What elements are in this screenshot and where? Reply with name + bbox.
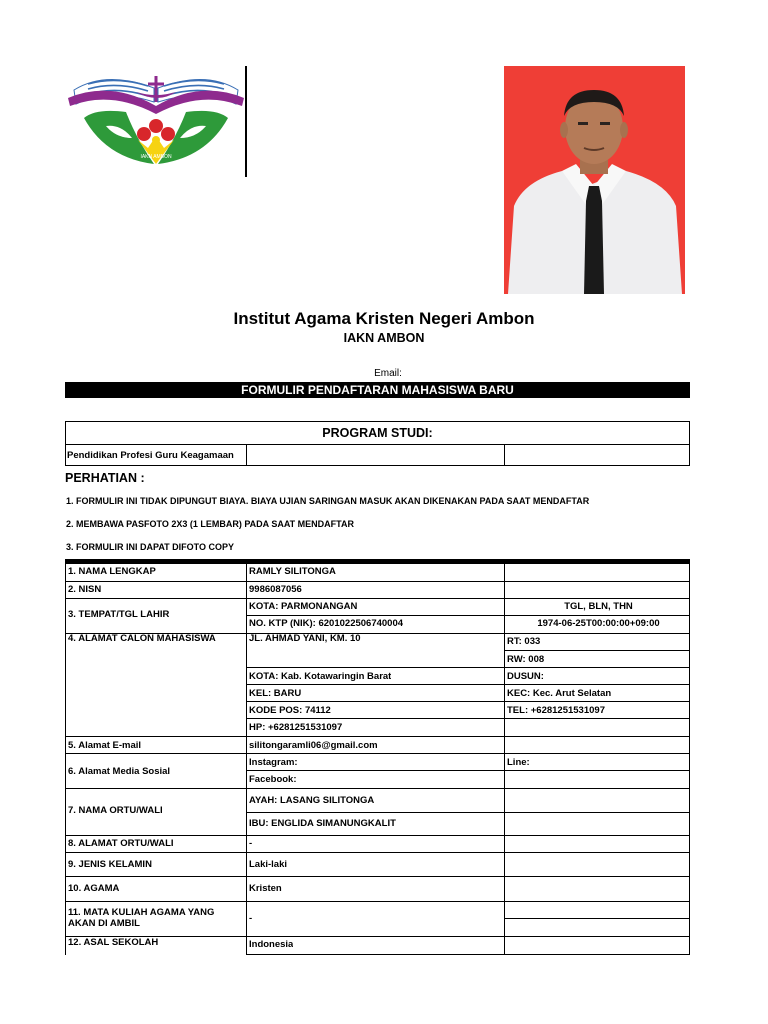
facebook-value: Facebook: bbox=[249, 774, 297, 785]
row-line bbox=[504, 650, 690, 651]
email-label: Email: bbox=[374, 368, 402, 379]
row-line bbox=[246, 667, 690, 668]
agama-value: Kristen bbox=[249, 883, 282, 894]
institution-logo bbox=[66, 68, 246, 176]
row-line bbox=[65, 852, 690, 853]
alamat-ortu-label: 8. ALAMAT ORTU/WALI bbox=[68, 838, 174, 849]
nama-label: 1. NAMA LENGKAP bbox=[68, 566, 156, 577]
rt-value: RT: 033 bbox=[507, 636, 541, 647]
kec-value: KEC: Kec. Arut Selatan bbox=[507, 688, 612, 699]
notice-item: 2. MEMBAWA PASFOTO 2X3 (1 LEMBAR) PADA SAAT MENDAFTAR bbox=[66, 519, 355, 529]
matkul-label: 11. MATA KULIAH AGAMA YANG bbox=[68, 907, 215, 918]
row-line bbox=[65, 753, 690, 754]
program-studi-value: Pendidikan Profesi Guru Keagamaan bbox=[65, 444, 247, 466]
institution-name: Institut Agama Kristen Negeri Ambon bbox=[233, 309, 535, 328]
logo-divider bbox=[245, 66, 247, 177]
matkul-label-line-2: AKAN DI AMBIL bbox=[68, 918, 140, 929]
program-studi-empty-cell bbox=[246, 444, 505, 466]
kodepos-value: KODE POS: 74112 bbox=[249, 705, 331, 716]
applicant-photo bbox=[504, 66, 685, 294]
program-studi-row bbox=[65, 444, 690, 467]
row-line bbox=[246, 615, 690, 616]
alamat-label: 4. ALAMAT CALON MAHASISWA bbox=[68, 633, 216, 644]
row-line bbox=[65, 788, 690, 789]
email-value: silitongaramli06@gmail.com bbox=[249, 740, 378, 751]
row-line bbox=[65, 936, 690, 937]
row-line bbox=[65, 598, 690, 599]
institution-short-name: IAKN AMBON bbox=[343, 331, 425, 345]
row-line bbox=[65, 901, 690, 902]
form-title-banner: FORMULIR PENDAFTARAN MAHASISWA BARU bbox=[65, 382, 690, 398]
row-line bbox=[246, 701, 690, 702]
nisn-value: 9986087056 bbox=[249, 584, 302, 595]
row-line bbox=[246, 812, 690, 813]
ktp-value: NO. KTP (NIK): 6201022506740004 bbox=[249, 618, 404, 629]
instagram-value: Instagram: bbox=[249, 757, 298, 768]
notice-title: PERHATIAN : bbox=[65, 471, 145, 485]
medsos-label: 6. Alamat Media Sosial bbox=[68, 766, 171, 777]
agama-label: 10. AGAMA bbox=[68, 883, 120, 894]
ibu-value: IBU: ENGLIDA SIMANUNGKALIT bbox=[249, 818, 396, 829]
row-line bbox=[246, 684, 690, 685]
logo-text: IAKN AMBON bbox=[140, 154, 172, 160]
nama-value: RAMLY SILITONGA bbox=[249, 566, 336, 577]
kel-value: KEL: BARU bbox=[249, 688, 302, 699]
kelamin-value: Laki-laki bbox=[249, 859, 288, 870]
nisn-label: 2. NISN bbox=[68, 584, 102, 595]
row-line bbox=[246, 718, 690, 719]
table-border bbox=[65, 563, 66, 955]
row-line bbox=[246, 954, 690, 955]
alamat-ortu-value: - bbox=[249, 838, 253, 849]
row-line bbox=[65, 736, 690, 737]
jalan-value: JL. AHMAD YANI, KM. 10 bbox=[249, 633, 361, 644]
hp-value: HP: +6281251531097 bbox=[249, 722, 343, 733]
email-field-label: 5. Alamat E-mail bbox=[68, 740, 142, 751]
tgl-lahir-value: 1974-06-25T00:00:00+09:00 bbox=[537, 618, 660, 629]
sekolah-label: 12. ASAL SEKOLAH bbox=[68, 937, 159, 948]
kota-lahir: KOTA: PARMONANGAN bbox=[249, 601, 358, 612]
sekolah-value: Indonesia bbox=[249, 939, 294, 950]
row-line bbox=[504, 918, 690, 919]
notice-item: 3. FORMULIR INI DAPAT DIFOTO COPY bbox=[66, 542, 235, 552]
row-line bbox=[65, 563, 690, 564]
registration-table bbox=[65, 563, 690, 955]
program-studi-empty-cell bbox=[504, 444, 690, 466]
notice-item: 1. FORMULIR INI TIDAK DIPUNGUT BIAYA. BIAYA UJIAN SARINGAN MASUK AKAN DIKENAKAN PADA SAAT MENDAFTAR bbox=[66, 496, 590, 506]
program-studi-header: PROGRAM STUDI: bbox=[65, 421, 690, 444]
row-line bbox=[65, 835, 690, 836]
kota-value: KOTA: Kab. Kotawaringin Barat bbox=[249, 671, 392, 682]
matkul-value: - bbox=[249, 913, 253, 924]
rw-value: RW: 008 bbox=[507, 654, 545, 665]
ortu-label: 7. NAMA ORTU/WALI bbox=[68, 805, 163, 816]
tel-value: TEL: +6281251531097 bbox=[507, 705, 605, 716]
row-line bbox=[65, 581, 690, 582]
kelamin-label: 9. JENIS KELAMIN bbox=[68, 859, 152, 870]
line-value: Line: bbox=[507, 757, 530, 768]
row-line bbox=[65, 876, 690, 877]
row-line bbox=[246, 770, 690, 771]
tgl-header: TGL, BLN, THN bbox=[564, 601, 633, 612]
ttl-label: 3. TEMPAT/TGL LAHIR bbox=[68, 609, 170, 620]
ayah-value: AYAH: LASANG SILITONGA bbox=[249, 795, 375, 806]
dusun-value: DUSUN: bbox=[507, 671, 544, 682]
